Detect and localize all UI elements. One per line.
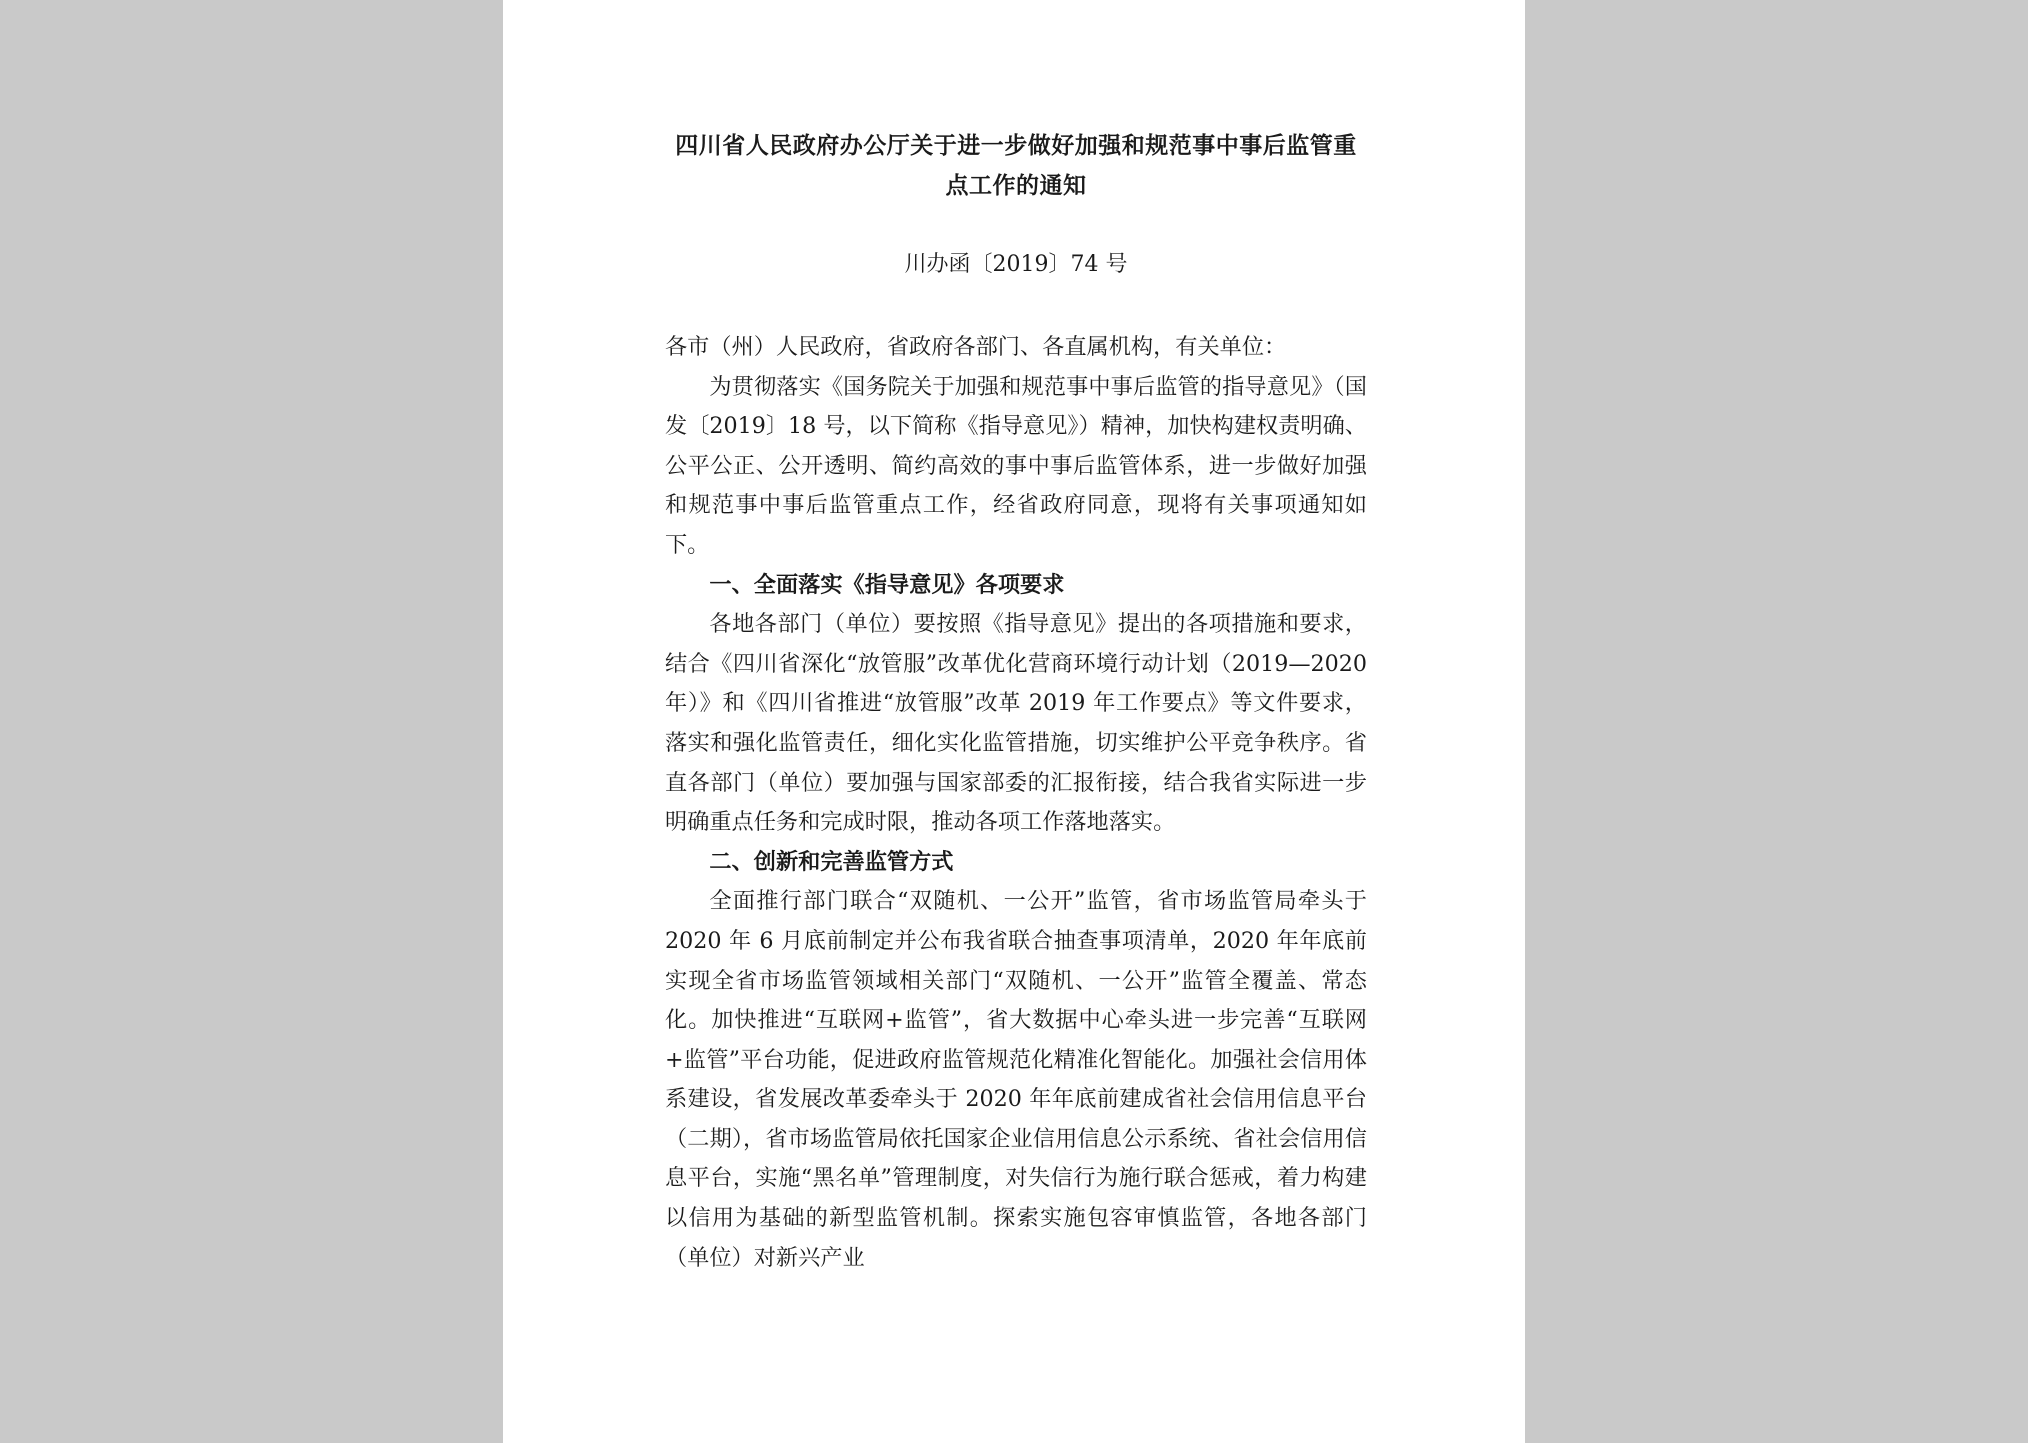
document-body bbox=[665, 328, 1367, 1278]
section-heading-1: 一、全面落实《指导意见》各项要求 bbox=[709, 571, 1065, 598]
document-title: 四川省人民政府办公厅关于进一步做好加强和规范事中事后监管重点工作的通知 bbox=[675, 132, 1357, 199]
paragraph-section-1: 各地各部门（单位）要按照《指导意见》提出的各项措施和要求，结合《四川省深化“放管服”改革优化营商环境行动计划（2019—2020 年）》和《四川省推进“放管服”改革 2019 年工作要点》等文件要求，落实和强化监管责任，细化实化监管措施，切实维护公平竞争秩序。省直各部门（单位）要加强与国家部委的汇报衔接，结合我省实际进一步明确重点任务和完成时限，推动各项工作落地落实。 bbox=[665, 611, 1367, 836]
section-heading-2: 二、创新和完善监管方式 bbox=[709, 848, 954, 875]
paragraph-section-2: 全面推行部门联合“双随机、一公开”监管，省市场监管局牵头于 2020 年 6 月底前制定并公布我省联合抽查事项清单，2020 年年底前实现全省市场监管领域相关部门“双随机、一公开”监管全覆盖、常态化。加快推进“互联网+监管”，省大数据中心牵头进一步完善“互联网+监管”平台功能，促进政府监管规范化精准化智能化。加强社会信用体系建设，省发展改革委牵头于 2020 年年底前建成省社会信用信息平台（二期），省市场监管局依托国家企业信用信息公示系统、省社会信用信息平台，实施“黑名单”管理制度，对失信行为施行联合惩戒，着力构建以信用为基础的新型监管机制。探索实施包容审慎监管，各地各部门（单位）对新兴产业 bbox=[665, 888, 1367, 1271]
paragraph-intro: 为贯彻落实《国务院关于加强和规范事中事后监管的指导意见》（国发〔2019〕18 号，以下简称《指导意见》）精神，加快构建权责明确、公平公正、公开透明、简约高效的事中事后监管体系，进一步做好加强和规范事中事后监管重点工作，经省政府同意，现将有关事项通知如下。 bbox=[665, 373, 1367, 558]
salutation: 各市（州）人民政府，省政府各部门、各直属机构，有关单位： bbox=[665, 334, 1287, 360]
document-number: 川办函〔2019〕74 号 bbox=[904, 252, 1128, 277]
document-page bbox=[503, 0, 1525, 1443]
